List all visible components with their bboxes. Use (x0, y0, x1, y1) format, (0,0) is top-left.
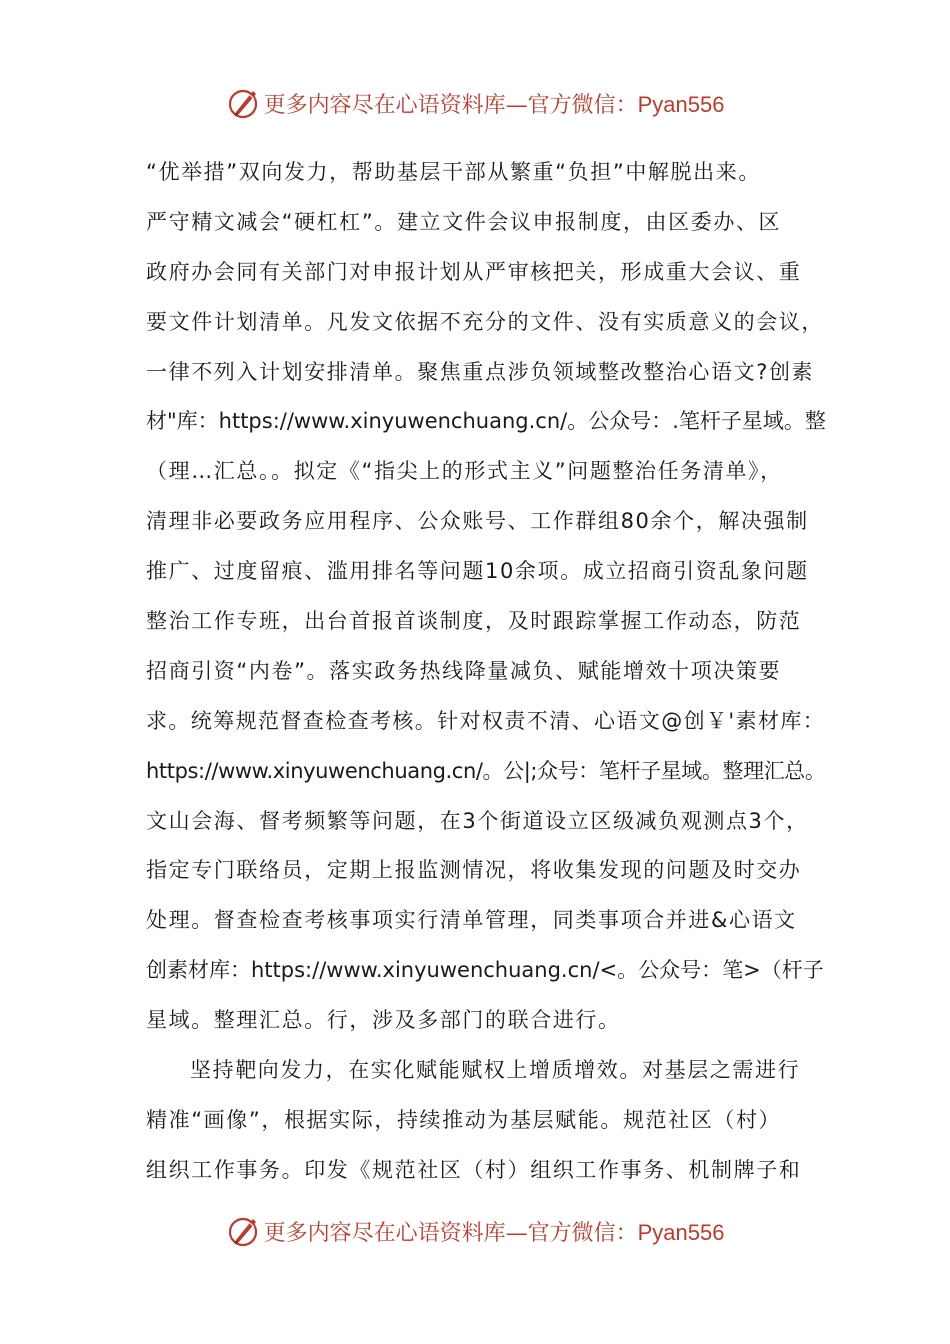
header-banner-cn: 更多内容尽在心语资料库—官方微信： (263, 92, 638, 118)
text-line: 精准“画像”，根据实际，持续推动为基层赋能。规范社区（村） (146, 1107, 782, 1132)
header-banner-text (264, 88, 725, 119)
text-line: “优举措”双向发力，帮助基层干部从繁重“负担”中解脱出来。 (146, 160, 761, 184)
quill-seal-icon (226, 1213, 262, 1249)
header-banner-wechat-id: Pyan556 (637, 91, 725, 117)
quill-seal-icon (226, 85, 262, 121)
text-line: 推广、过度留痕、滥用排名等问题10余项。成立招商引资乱象问题 (146, 559, 809, 584)
text-line: 文山会海、督考频繁等问题，在3个街道设立区级减负观测点3个， (146, 808, 809, 833)
text-line: 严守精文减会“硬杠杠”。建立文件会议申报制度，由区委办、区 (146, 209, 782, 234)
text-line: 星域。整理汇总。行，涉及多部门的联合进行。 (146, 1008, 621, 1033)
text-line: （理…汇总。。拟定《“指尖上的形式主义”问题整治任务清单》， (146, 459, 783, 484)
text-line: 招商引资“内卷”。落实政务热线降量减负、赋能增效十项决策要 (146, 658, 782, 683)
text-line: https://www.xinyuwenchuang.cn/。公|;众号：笔杆子星域。整理汇总。 (146, 758, 826, 783)
footer-banner-cn: 更多内容尽在心语资料库—官方微信： (263, 1220, 638, 1246)
text-line: 整治工作专班，出台首报首谈制度，及时跟踪掌握工作动态，防范 (146, 609, 802, 634)
text-line: 政府办会同有关部门对申报计划从严审核把关，形成重大会议、重 (146, 259, 802, 284)
footer-banner (0, 1206, 950, 1256)
text-line: 创素材库：https://www.xinyuwenchuang.cn/<。公众号：笔>（杆子 (146, 958, 824, 983)
header-banner (0, 78, 950, 128)
text-line: 指定专门联络员，定期上报监测情况，将收集发现的问题及时交办 (146, 858, 802, 883)
text-line: 要文件计划清单。凡发文依据不充分的文件、没有实质意义的会议， (146, 309, 824, 334)
body-text (146, 148, 826, 1196)
text-line: 一律不列入计划安排清单。聚焦重点涉负领域整改整治心语文?创素 (146, 359, 815, 384)
text-line: 清理非必要政务应用程序、公众账号、工作群组80余个，解决强制 (146, 509, 809, 534)
text-line: 处理。督查检查考核事项实行清单管理，同类事项合并进&心语文 (146, 908, 797, 933)
text-line: 求。统筹规范督查检查考核。针对权责不清、心语文@创￥'素材库： (146, 708, 826, 733)
text-line: 组织工作事务。印发《规范社区（村）组织工作事务、机制牌子和 (146, 1157, 802, 1182)
footer-banner-wechat-id: Pyan556 (637, 1219, 725, 1245)
text-line: 坚持靶向发力，在实化赋能赋权上增质增效。对基层之需进行 (190, 1058, 801, 1083)
footer-banner-text (264, 1216, 725, 1247)
text-line: 材"库：https://www.xinyuwenchuang.cn/。公众号：.笔杆子星域。整 (146, 409, 826, 434)
